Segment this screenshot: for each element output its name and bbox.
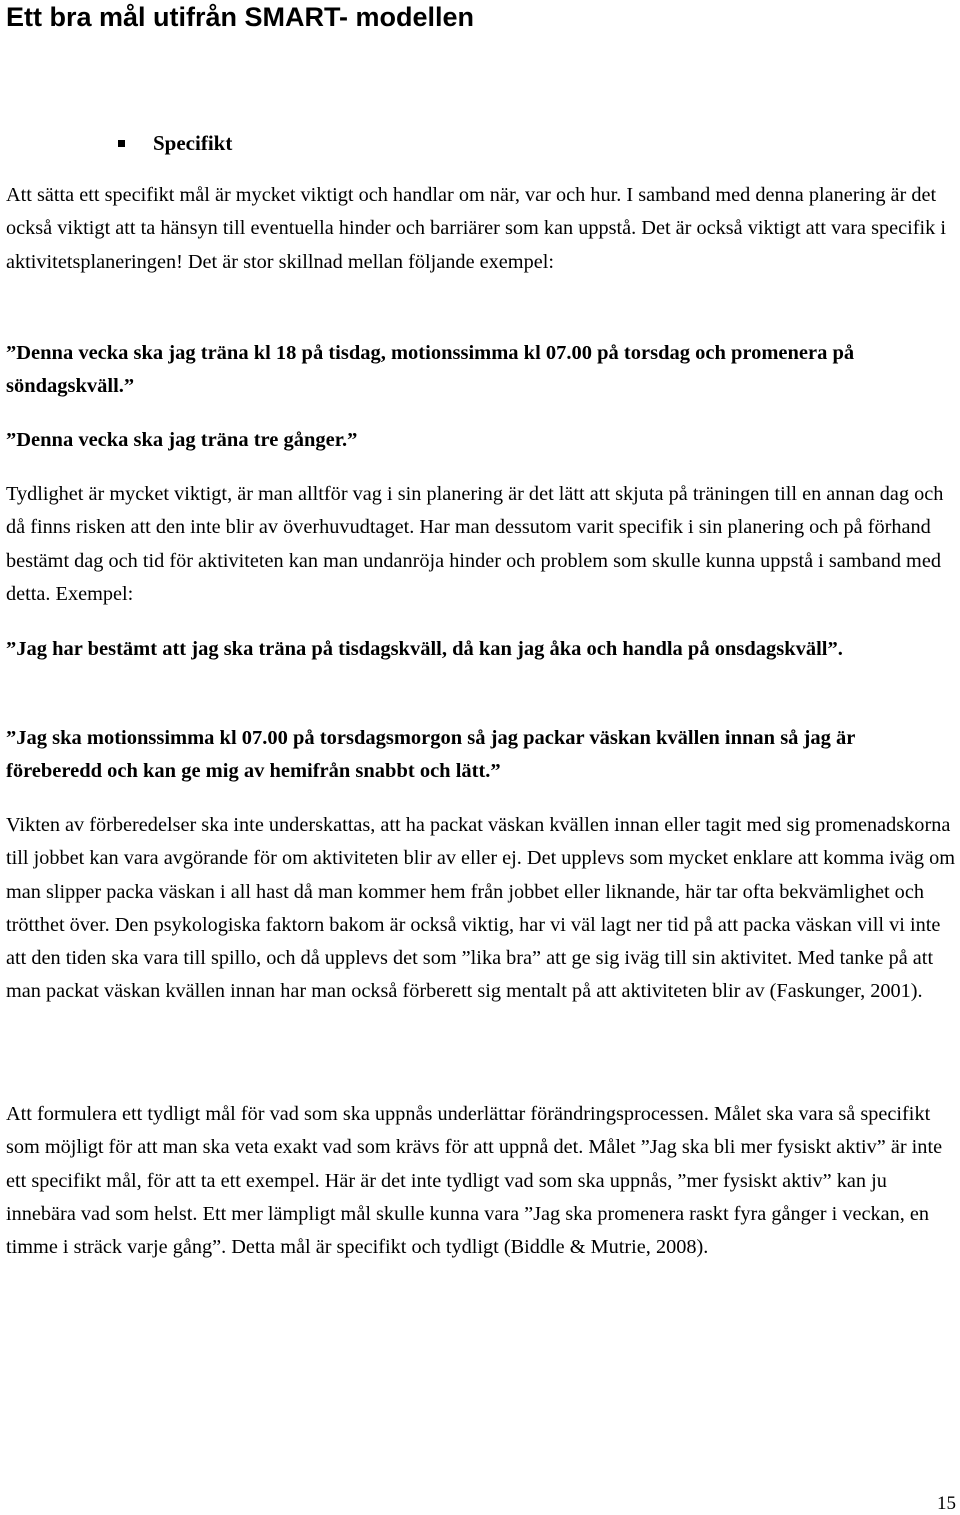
example-tuesday-training: ”Jag har bestämt att jag ska träna på tisdagskväll, då kan jag åka och handla på onsdagskväll”.	[6, 638, 843, 660]
example-specific-week-plan: ”Denna vecka ska jag träna kl 18 på tisdag, motionssimma kl 07.00 på torsdag och promenera på söndagskväll.”	[6, 342, 855, 397]
page-number: 15	[937, 1493, 956, 1514]
page-title: Ett bra mål utifrån SMART- modellen	[6, 2, 475, 32]
paragraph-preparation: Vikten av förberedelser ska inte underskattas, att ha packat väskan kvällen innan eller tagit med sig promenadskorna till jobbet kan vara avgörande för om aktiviteten blir av eller ej. Det upplevs som mycket enklare att komma iväg om man slipper packa väskan i all hast då man kommer hem från jobbet eller liknande, här tar ofta bekvämlighet och trötthet över. Den psykologiska faktorn bakom är också viktig, har vi väl lagt ner tid på att packa väskan vill vi inte att den tiden ska vara till spillo, och då upplevs det som ”lika bra” att ge sig iväg till sin aktivitet. Med tanke på att man packat väskan kvällen innan har man också förberett sig mentalt på att aktiviteten blir av (Faskunger, 2001).	[6, 814, 955, 1003]
example-vague-week-plan: ”Denna vecka ska jag träna tre gånger.”	[6, 429, 358, 451]
paragraph-intro: Att sätta ett specifikt mål är mycket viktigt och handlar om när, var och hur. I samband med denna planering är det också viktigt att ta hänsyn till eventuella hinder och barriärer som kan uppstå. Det är också viktigt att vara specifik i aktivitetsplaneringen! Det är stor skillnad mellan följande exempel:	[6, 184, 946, 273]
section-heading: Specifikt	[153, 130, 233, 155]
paragraph-goal-formulation: Att formulera ett tydligt mål för vad som ska uppnås underlättar förändringsprocessen. Målet ska vara så specifikt som möjligt för att man ska veta exakt vad som krävs för att uppnå det. Målet ”Jag ska bli mer fysiskt aktiv” är inte ett specifikt mål, för att ta ett exempel. Här är det inte tydligt vad som ska uppnås, ”mer fysiskt aktiv” kan ju innebära vad som helst. Ett mer lämpligt mål skulle kunna vara ”Jag ska promenera raskt fyra gånger i veckan, en timme i sträck varje gång”. Detta mål är specifikt och tydligt (Biddle & Mutrie, 2008).	[6, 1103, 943, 1259]
paragraph-clarity: Tydlighet är mycket viktigt, är man alltför vag i sin planering är det lätt att skjuta på träningen till en annan dag och då finns risken att den inte blir av överhuvudtaget. Har man dessutom varit specifik i sin planering och på förhand bestämt dag och tid för aktiviteten kan man undanröja hinder och problem som skulle kunna uppstå i samband med detta. Exempel:	[6, 483, 944, 605]
example-morning-swim: ”Jag ska motionssimma kl 07.00 på torsdagsmorgon så jag packar väskan kvällen innan så jag är föreberedd och kan ge mig av hemifrån snabbt och lätt.”	[6, 727, 855, 782]
square-bullet-icon	[118, 140, 125, 147]
section-heading-row	[118, 128, 232, 158]
